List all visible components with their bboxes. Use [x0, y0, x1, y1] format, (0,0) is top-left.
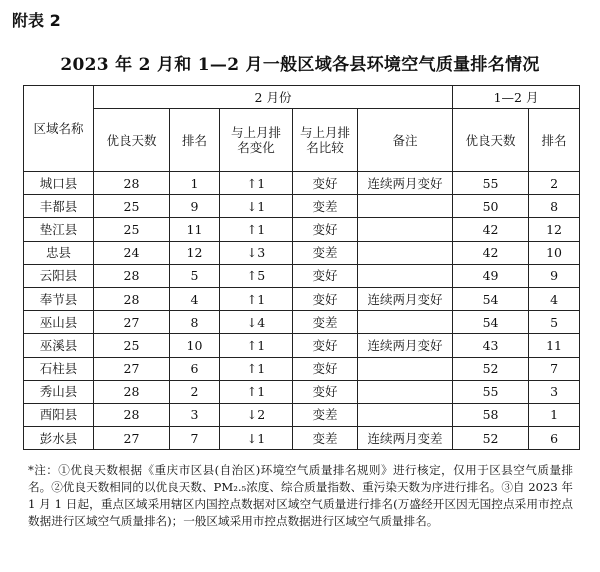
rank-cell: 8	[170, 311, 220, 334]
remark-cell	[358, 264, 453, 287]
rank-change-cell: ↓2	[220, 403, 293, 426]
good-days-cell: 28	[94, 172, 170, 195]
cum-good-days-cell: 58	[453, 403, 529, 426]
compare-cell: 变好	[293, 380, 358, 403]
rank-change-cell: ↑1	[220, 334, 293, 357]
header-compare-line1: 与上月排	[299, 125, 350, 140]
remark-cell	[358, 218, 453, 241]
cum-good-days-cell: 54	[453, 311, 529, 334]
rank-change-cell: ↓4	[220, 311, 293, 334]
table-row	[24, 172, 580, 195]
compare-cell: 变差	[293, 427, 358, 450]
rank-change-cell: ↑1	[220, 287, 293, 310]
region-cell: 奉节县	[24, 287, 94, 310]
rank-cell: 10	[170, 334, 220, 357]
cum-rank-cell: 11	[529, 334, 580, 357]
compare-cell: 变好	[293, 172, 358, 195]
table-row	[24, 427, 580, 450]
rank-change-cell: ↑1	[220, 380, 293, 403]
table-row	[24, 195, 580, 218]
good-days-cell: 24	[94, 241, 170, 264]
header-compare-line2: 名比较	[306, 140, 344, 155]
header-compare	[293, 109, 358, 172]
rank-cell: 11	[170, 218, 220, 241]
remark-cell	[358, 380, 453, 403]
cum-good-days-cell: 49	[453, 264, 529, 287]
rank-cell: 2	[170, 380, 220, 403]
good-days-cell: 28	[94, 287, 170, 310]
compare-cell: 变好	[293, 218, 358, 241]
table-row	[24, 311, 580, 334]
cum-rank-cell: 10	[529, 241, 580, 264]
region-cell: 忠县	[24, 241, 94, 264]
compare-cell: 变好	[293, 287, 358, 310]
good-days-cell: 28	[94, 403, 170, 426]
header-jan-feb-group: 1—2 月	[453, 86, 580, 109]
good-days-cell: 27	[94, 427, 170, 450]
compare-cell: 变好	[293, 334, 358, 357]
rank-change-cell: ↑1	[220, 218, 293, 241]
cum-rank-cell: 5	[529, 311, 580, 334]
cum-good-days-cell: 52	[453, 427, 529, 450]
header-remark: 备注	[358, 109, 453, 172]
header-rank: 排名	[170, 109, 220, 172]
region-cell: 巫山县	[24, 311, 94, 334]
good-days-cell: 28	[94, 264, 170, 287]
table-body	[24, 172, 580, 450]
footnote: *注：①优良天数根据《重庆市区县(自治区)环境空气质量排名规则》进行核定，仅用于区县空气质量排名。②优良天数相同的以优良天数、PM₂.₅浓度、综合质量指数、重污染天数为序进行排名。③自 2023 年 1 月 1 日起，重点区域采用辖区内国控点数据对区域空气质量进行排名(万盛经开区因无国控点采用市控点数据进行区域空气质量排名)；一般区域采用市控点数据进行区域空气质量排名。	[28, 463, 573, 528]
remark-cell	[358, 357, 453, 380]
table-row	[24, 403, 580, 426]
cum-rank-cell: 8	[529, 195, 580, 218]
cum-good-days-cell: 52	[453, 357, 529, 380]
table-row	[24, 287, 580, 310]
rank-cell: 4	[170, 287, 220, 310]
compare-cell: 变好	[293, 357, 358, 380]
good-days-cell: 28	[94, 380, 170, 403]
cum-good-days-cell: 54	[453, 287, 529, 310]
good-days-cell: 25	[94, 334, 170, 357]
compare-cell: 变差	[293, 195, 358, 218]
remark-cell	[358, 195, 453, 218]
header-cum-rank: 排名	[529, 109, 580, 172]
cum-rank-cell: 6	[529, 427, 580, 450]
header-cum-good-days: 优良天数	[453, 109, 529, 172]
rank-change-cell: ↓1	[220, 195, 293, 218]
cum-good-days-cell: 55	[453, 172, 529, 195]
rank-change-cell: ↑1	[220, 172, 293, 195]
cum-rank-cell: 7	[529, 357, 580, 380]
remark-cell: 连续两月变好	[358, 172, 453, 195]
region-cell: 秀山县	[24, 380, 94, 403]
remark-cell: 连续两月变好	[358, 287, 453, 310]
cum-rank-cell: 12	[529, 218, 580, 241]
cum-good-days-cell: 42	[453, 241, 529, 264]
good-days-cell: 27	[94, 357, 170, 380]
rank-cell: 5	[170, 264, 220, 287]
ranking-table	[23, 85, 580, 450]
region-cell: 巫溪县	[24, 334, 94, 357]
cum-good-days-cell: 43	[453, 334, 529, 357]
header-region: 区域名称	[24, 86, 94, 172]
rank-change-cell: ↓3	[220, 241, 293, 264]
cum-rank-cell: 9	[529, 264, 580, 287]
region-cell: 丰都县	[24, 195, 94, 218]
rank-change-cell: ↑5	[220, 264, 293, 287]
compare-cell: 变差	[293, 403, 358, 426]
header-good-days: 优良天数	[94, 109, 170, 172]
region-cell: 酉阳县	[24, 403, 94, 426]
rank-change-cell: ↑1	[220, 357, 293, 380]
compare-cell: 变差	[293, 241, 358, 264]
cum-rank-cell: 1	[529, 403, 580, 426]
table-title: 2023 年 2 月和 1—2 月一般区域各县环境空气质量排名情况	[60, 55, 540, 75]
header-rank-change	[220, 109, 293, 172]
rank-cell: 1	[170, 172, 220, 195]
rank-change-cell: ↓1	[220, 427, 293, 450]
remark-cell: 连续两月变差	[358, 427, 453, 450]
good-days-cell: 25	[94, 195, 170, 218]
region-cell: 城口县	[24, 172, 94, 195]
region-cell: 彭水县	[24, 427, 94, 450]
cum-good-days-cell: 42	[453, 218, 529, 241]
table-row	[24, 264, 580, 287]
good-days-cell: 27	[94, 311, 170, 334]
remark-cell: 连续两月变好	[358, 334, 453, 357]
table-row	[24, 218, 580, 241]
cum-rank-cell: 3	[529, 380, 580, 403]
table-row	[24, 334, 580, 357]
rank-cell: 9	[170, 195, 220, 218]
region-cell: 垫江县	[24, 218, 94, 241]
compare-cell: 变好	[293, 264, 358, 287]
table-row	[24, 357, 580, 380]
cum-rank-cell: 4	[529, 287, 580, 310]
appendix-label: 附表 2	[12, 11, 61, 30]
cum-good-days-cell: 55	[453, 380, 529, 403]
header-feb-group: 2 月份	[94, 86, 453, 109]
rank-cell: 6	[170, 357, 220, 380]
header-rank-change-line1: 与上月排	[230, 125, 281, 140]
compare-cell: 变差	[293, 311, 358, 334]
remark-cell	[358, 241, 453, 264]
cum-rank-cell: 2	[529, 172, 580, 195]
rank-cell: 3	[170, 403, 220, 426]
rank-cell: 12	[170, 241, 220, 264]
header-rank-change-line2: 名变化	[237, 140, 275, 155]
region-cell: 云阳县	[24, 264, 94, 287]
remark-cell	[358, 311, 453, 334]
cum-good-days-cell: 50	[453, 195, 529, 218]
region-cell: 石柱县	[24, 357, 94, 380]
table-row	[24, 380, 580, 403]
rank-cell: 7	[170, 427, 220, 450]
remark-cell	[358, 403, 453, 426]
good-days-cell: 25	[94, 218, 170, 241]
table-row	[24, 241, 580, 264]
